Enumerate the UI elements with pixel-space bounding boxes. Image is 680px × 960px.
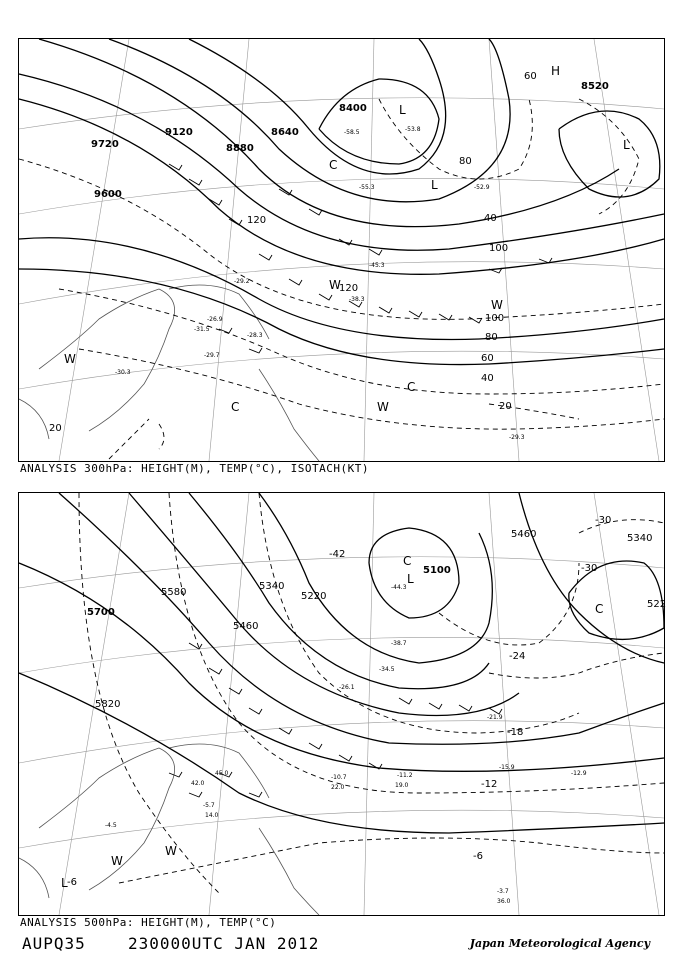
cold-marker: C (407, 380, 416, 394)
height-label: 5700 (87, 607, 115, 618)
agency-name: Japan Meteorological Agency (469, 937, 650, 950)
station-value: 45.0 (215, 770, 229, 777)
isotherm-label: -30 (595, 515, 612, 526)
cold-marker: C (231, 400, 240, 414)
station-value: -15.9 (499, 764, 515, 771)
isotach-label: 80 (459, 156, 472, 167)
isotach-label: 80 (485, 332, 498, 343)
temperature-label: -29.7 (204, 352, 220, 359)
lower-panel-caption: ANALYSIS 500hPa: HEIGHT(M), TEMP(°C) (20, 916, 277, 929)
warm-marker: W (491, 298, 503, 312)
isotherm-label: -12 (481, 779, 498, 790)
station-value: -10.7 (331, 774, 347, 781)
station-value: -34.5 (379, 666, 395, 673)
temperature-label: -52.9 (474, 184, 490, 191)
station-value: -38.7 (391, 640, 407, 647)
station-value: -21.9 (487, 714, 503, 721)
warm-marker: W (165, 844, 177, 858)
height-label: 5100 (423, 565, 451, 576)
station-value: -26.1 (339, 684, 355, 691)
upper-height-contours (19, 39, 664, 365)
upper-wind-barbs (169, 164, 552, 353)
station-value: -5.7 (203, 802, 215, 809)
low-marker: L (407, 572, 414, 586)
upper-dashed-isolines (19, 99, 664, 459)
isotherm-label: -30 (581, 563, 598, 574)
station-value: -44.3 (391, 584, 407, 591)
cold-marker: C (595, 602, 604, 616)
temperature-label: -38.3 (349, 296, 365, 303)
analysis-datetime: 230000UTC JAN 2012 (128, 934, 320, 953)
lower-height-contours (19, 493, 667, 833)
station-value: 36.0 (497, 898, 511, 905)
station-value: 22.0 (331, 784, 345, 791)
bulletin-code: AUPQ35 (22, 934, 86, 953)
isotach-label: 60 (481, 353, 494, 364)
height-label: 8520 (581, 81, 609, 92)
height-label: 8880 (226, 143, 254, 154)
lower-map-canvas (19, 493, 667, 915)
station-value: 42.0 (191, 780, 205, 787)
height-label: 5460 (233, 621, 259, 632)
isotherm-label: -42 (329, 549, 346, 560)
warm-marker: W (329, 278, 341, 292)
upper-coastline (19, 285, 319, 461)
temperature-label: -45.3 (369, 262, 385, 269)
isotherm-label: -6 (67, 877, 77, 888)
temperature-label: -53.8 (405, 126, 421, 133)
upper-panel-caption: ANALYSIS 300hPa: HEIGHT(M), TEMP(°C), ISOTACH(KT) (20, 462, 370, 475)
height-label: 5220 (301, 591, 327, 602)
isotach-label: 20 (499, 401, 512, 412)
isotach-label: 120 (247, 215, 267, 226)
lower-map-panel (18, 492, 665, 916)
height-label: 8400 (339, 103, 367, 114)
station-value: 14.0 (205, 812, 219, 819)
temperature-label: -26.9 (207, 316, 223, 323)
height-label: 5580 (161, 587, 187, 598)
temperature-label: -58.5 (344, 129, 360, 136)
temperature-label: -30.3 (115, 369, 131, 376)
cold-marker: C (403, 554, 412, 568)
temperature-label: -31.5 (194, 326, 210, 333)
station-value: -12.9 (571, 770, 587, 777)
height-label: 5340 (627, 533, 653, 544)
temperature-label: -28.3 (247, 332, 263, 339)
height-label: 8640 (271, 127, 299, 138)
upper-system-markers (64, 64, 630, 414)
station-value: -3.7 (497, 888, 509, 895)
station-value: 19.0 (395, 782, 409, 789)
height-label: 9600 (94, 189, 122, 200)
isotach-label: 60 (524, 71, 537, 82)
isotherm-label: -6 (473, 851, 483, 862)
warm-marker: W (111, 854, 123, 868)
upper-map-canvas (19, 39, 664, 461)
isotach-label: 120 (339, 283, 359, 294)
cold-marker: C (329, 158, 338, 172)
warm-marker: W (64, 352, 76, 366)
height-label: 5820 (95, 699, 121, 710)
lower-system-markers (61, 554, 603, 890)
low-marker: L (431, 178, 438, 192)
height-label: 9120 (165, 127, 193, 138)
low-marker: L (61, 876, 68, 890)
height-label: 5340 (259, 581, 285, 592)
lower-dashed-isotherms (79, 493, 667, 893)
high-marker: H (551, 64, 561, 78)
lower-station-values (105, 584, 587, 905)
isotach-label: 40 (484, 213, 497, 224)
isotherm-label: -24 (509, 651, 526, 662)
isotherm-label: -18 (507, 727, 524, 738)
low-marker: L (399, 103, 406, 117)
isotach-label: 100 (489, 243, 509, 254)
temperature-label: -55.3 (359, 184, 375, 191)
station-value: -4.5 (105, 822, 117, 829)
warm-marker: W (377, 400, 389, 414)
temperature-label: -29.2 (234, 278, 250, 285)
upper-temperature-labels (115, 126, 525, 441)
isotach-label: 40 (481, 373, 494, 384)
height-label: 522 (647, 599, 667, 610)
isotach-label: 20 (49, 423, 62, 434)
height-label: 5460 (511, 529, 537, 540)
height-label: 9720 (91, 139, 119, 150)
isotach-label: 100 (485, 313, 505, 324)
low-marker: L (623, 138, 630, 152)
temperature-label: -29.3 (509, 434, 525, 441)
station-value: -11.2 (397, 772, 413, 779)
upper-map-panel (18, 38, 665, 462)
